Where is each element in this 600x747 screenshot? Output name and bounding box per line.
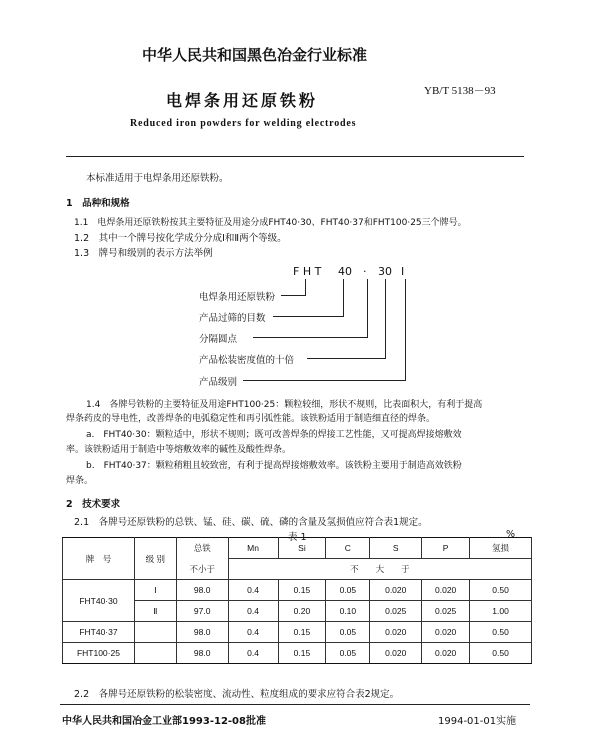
cell-value: 0.020: [370, 622, 422, 643]
org-title: 中华人民共和国黑色冶金行业标准: [142, 46, 368, 64]
code-part-level: Ⅰ: [401, 265, 405, 278]
clause-2-1: 2.1 各牌号还原铁粉的总铁、锰、硅、碳、硫、磷的含量及氢损值应符合表1规定。: [74, 517, 428, 528]
clause-a-line2: 率。该铁粉适用于制造中等熔敷效率的碱性及酸性焊条。: [66, 445, 292, 455]
cell-level: [134, 622, 176, 643]
cell-level: Ⅱ: [134, 601, 176, 622]
header-level: 级 别: [134, 538, 176, 580]
table-1: [62, 537, 532, 664]
code-part-dot: ·: [363, 265, 367, 278]
diagram-label-level: 产品级别: [199, 377, 238, 388]
diagram-label-density: 产品松装密度值的十倍: [199, 355, 295, 366]
english-title: Reduced iron powders for welding electrodes: [130, 118, 357, 129]
subheader-max: 不 大 于: [228, 559, 531, 580]
clause-1-3: 1.3 牌号和级别的表示方法举例: [74, 248, 213, 259]
cell-value: 0.15: [278, 643, 326, 664]
table-unit: %: [506, 529, 516, 540]
cell-value: 0.05: [326, 580, 370, 601]
cell-value: 0.020: [370, 580, 422, 601]
header-hydrogen-loss: 氢损: [470, 538, 532, 559]
section-1-heading: 1 品种和规格: [66, 198, 130, 209]
cell-value: 98.0: [176, 580, 228, 601]
cell-value: 0.4: [228, 601, 278, 622]
header-grade: 牌 号: [63, 538, 135, 580]
clause-a-line1: a. FHT40·30：颗粒适中，形状不规则；既可改善焊条的焊接工艺性能，又可提高焊接熔敷效: [86, 430, 462, 440]
cell-grade: FHT40·30: [63, 580, 135, 622]
cell-value: 0.15: [278, 580, 326, 601]
section-2-heading: 2 技术要求: [66, 499, 121, 510]
approval-text: 中华人民共和国冶金工业部1993-12-08批准: [62, 716, 266, 727]
footer-rule: [60, 704, 530, 705]
cell-value: 0.05: [326, 622, 370, 643]
cell-value: 0.05: [326, 643, 370, 664]
diagram-label-dot: 分隔圆点: [199, 334, 238, 345]
cell-value: 98.0: [176, 643, 228, 664]
code-part-mesh: 40: [338, 265, 352, 278]
cell-value: 0.020: [422, 622, 470, 643]
clause-1-2: 1.2 其中一个牌号按化学成分分成Ⅰ和Ⅱ两个等级。: [74, 233, 287, 244]
clause-b-line1: b. FHT40·37：颗粒稍粗且较致密，有利于提高焊接熔敷效率。该铁粉主要用于制造高效铁粉: [86, 461, 462, 471]
code-part-fht: F H T: [293, 265, 322, 278]
clause-1-4-line1: 1.4 各牌号铁粉的主要特征及用途FHT100·25：颗粒较细，形状不规则，比表面积大，有利于提高: [86, 400, 483, 410]
cell-value: 0.025: [422, 601, 470, 622]
effective-date: 1994-01-01实施: [438, 716, 517, 727]
code-part-density: 30: [378, 265, 392, 278]
clause-b-line2: 焊条。: [66, 476, 94, 486]
cell-value: 1.00: [470, 601, 532, 622]
header-rule: [66, 156, 524, 157]
cell-value: 0.020: [422, 643, 470, 664]
cell-value: 0.50: [470, 622, 532, 643]
cell-value: 0.20: [278, 601, 326, 622]
cell-level: [134, 643, 176, 664]
clause-1-4-line2: 焊条药皮的导电性，改善焊条的电弧稳定性和再引弧性能。该铁粉适用于制造细直径的焊条。: [66, 414, 436, 424]
cell-value: 0.50: [470, 643, 532, 664]
standard-code: YB/T 5138－93: [424, 85, 496, 97]
clause-2-2: 2.2 各牌号还原铁粉的松装密度、流动性、粒度组成的要求应符合表2规定。: [74, 689, 400, 700]
table-row: [63, 643, 532, 664]
header-s: S: [370, 538, 422, 559]
clause-1-1: 1.1 电焊条用还原铁粉按其主要特征及用途分成FHT40·30、FHT40·37和FHT100·25三个牌号。: [74, 218, 467, 228]
subheader-min: 不小于: [176, 559, 228, 580]
table-row: [63, 622, 532, 643]
cell-value: 0.15: [278, 622, 326, 643]
diagram-label-product: 电焊条用还原铁粉: [199, 292, 276, 303]
header-si: Si: [278, 538, 326, 559]
standard-title: 电焊条用还原铁粉: [166, 91, 319, 110]
cell-value: 0.4: [228, 580, 278, 601]
table-caption: 表 1: [288, 532, 307, 543]
header-total-fe: 总铁: [176, 538, 228, 559]
cell-value: 98.0: [176, 622, 228, 643]
cell-value: 0.020: [422, 580, 470, 601]
header-mn: Mn: [228, 538, 278, 559]
cell-value: 97.0: [176, 601, 228, 622]
cell-value: 0.4: [228, 622, 278, 643]
diagram-label-mesh: 产品过筛的目数: [199, 313, 266, 324]
table-row: [63, 580, 532, 601]
cell-value: 0.4: [228, 643, 278, 664]
cell-value: 0.10: [326, 601, 370, 622]
header-c: C: [326, 538, 370, 559]
cell-value: 0.020: [370, 643, 422, 664]
cell-value: 0.025: [370, 601, 422, 622]
cell-level: Ⅰ: [134, 580, 176, 601]
header-p: P: [422, 538, 470, 559]
intro-text: 本标准适用于电焊条用还原铁粉。: [86, 173, 229, 184]
cell-grade: FHT100·25: [63, 643, 135, 664]
cell-grade: FHT40·37: [63, 622, 135, 643]
cell-value: 0.50: [470, 580, 532, 601]
